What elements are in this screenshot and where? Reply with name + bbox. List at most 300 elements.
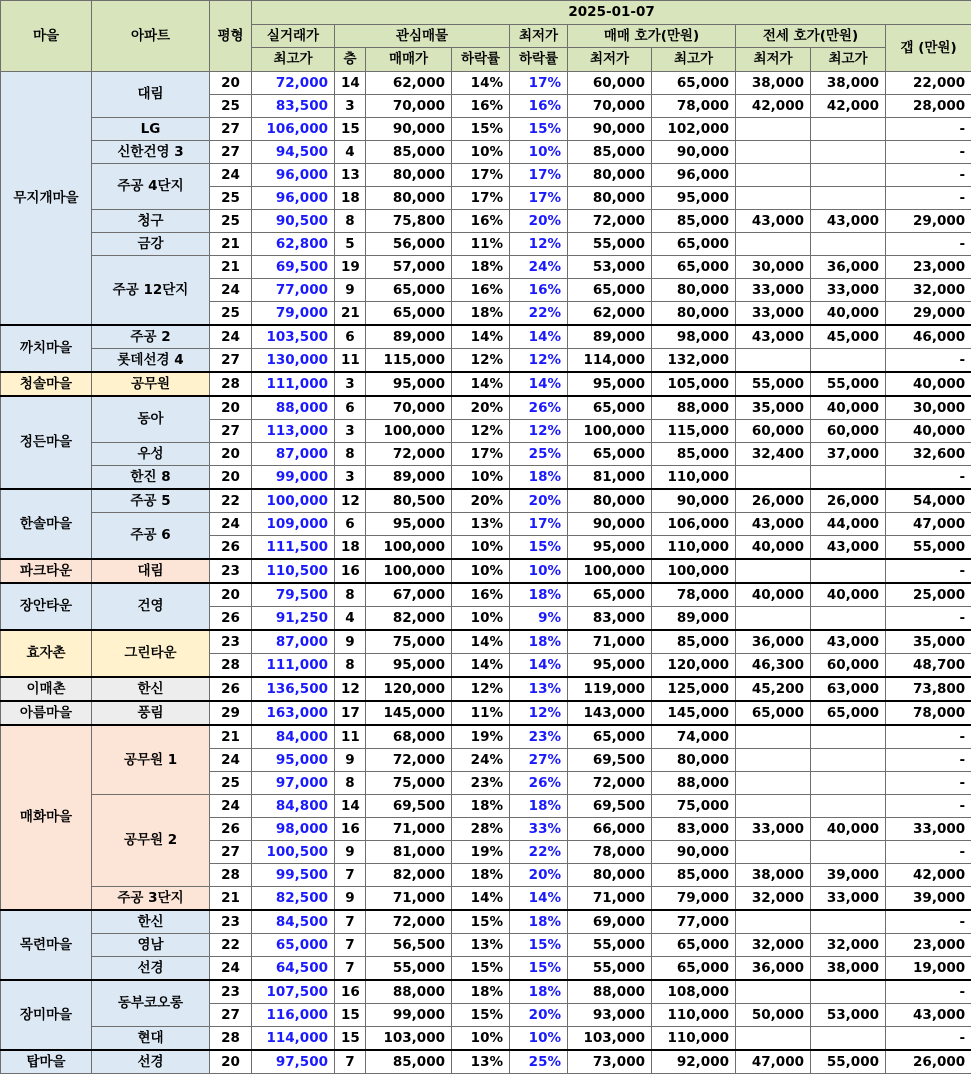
pyeong-cell: 28 [210,1027,252,1051]
gap-cell: 46,000 [886,325,971,349]
apartment-cell: 주공 4단지 [92,164,210,210]
real-trade-max-cell: 96,000 [252,187,335,210]
table-row [1,164,971,187]
pyeong-cell: 22 [210,489,252,513]
village-cell: 정든마을 [1,396,92,489]
header-quote-min: 최저가 [568,48,652,72]
gap-cell: 23,000 [886,256,971,279]
min-drop-rate-cell: 12% [510,349,568,373]
floor-cell: 8 [335,210,366,233]
pyeong-cell: 28 [210,654,252,678]
pyeong-cell: 20 [210,583,252,607]
table-row [1,256,971,279]
sale-quote-min-cell: 65,000 [568,583,652,607]
sale-quote-max-cell: 80,000 [652,749,736,772]
min-drop-rate-cell: 12% [510,233,568,256]
sale-price-cell: 81,000 [366,841,452,864]
pyeong-cell: 25 [210,302,252,326]
sale-price-cell: 62,000 [366,72,452,95]
lease-max-cell [811,466,886,490]
floor-cell: 9 [335,630,366,654]
apartment-cell: 동아 [92,396,210,443]
lease-min-cell [736,980,811,1004]
gap-cell: - [886,466,971,490]
sale-price-cell: 89,000 [366,466,452,490]
pyeong-cell: 28 [210,372,252,396]
pyeong-cell: 20 [210,396,252,420]
sale-quote-max-cell: 98,000 [652,325,736,349]
sale-quote-max-cell: 110,000 [652,1004,736,1027]
floor-cell: 16 [335,818,366,841]
min-drop-rate-cell: 14% [510,654,568,678]
lease-min-cell: 38,000 [736,864,811,887]
header-sale-quote: 매매 호가(만원) [568,25,736,48]
header-lease-quote: 전세 호가(만원) [736,25,886,48]
sale-price-cell: 72,000 [366,443,452,466]
real-trade-max-cell: 69,500 [252,256,335,279]
lease-max-cell: 26,000 [811,489,886,513]
floor-cell: 4 [335,141,366,164]
sale-price-cell: 69,500 [366,795,452,818]
sale-quote-min-cell: 72,000 [568,772,652,795]
min-drop-rate-cell: 24% [510,256,568,279]
drop-rate-cell: 18% [452,980,510,1004]
floor-cell: 18 [335,187,366,210]
pyeong-cell: 27 [210,141,252,164]
drop-rate-cell: 24% [452,749,510,772]
real-trade-max-cell: 106,000 [252,118,335,141]
sale-quote-min-cell: 60,000 [568,72,652,95]
lease-max-cell: 33,000 [811,887,886,911]
sale-quote-min-cell: 65,000 [568,725,652,749]
lease-max-cell: 36,000 [811,256,886,279]
drop-rate-cell: 20% [452,489,510,513]
drop-rate-cell: 17% [452,443,510,466]
table-row [1,980,971,1004]
floor-cell: 3 [335,420,366,443]
gap-cell: 48,700 [886,654,971,678]
lease-max-cell: 55,000 [811,1050,886,1074]
floor-cell: 3 [335,95,366,118]
sale-price-cell: 75,000 [366,772,452,795]
table-row [1,1027,971,1051]
lease-min-cell [736,349,811,373]
real-trade-max-cell: 95,000 [252,749,335,772]
table-row [1,141,971,164]
real-trade-max-cell: 90,500 [252,210,335,233]
lease-max-cell: 43,000 [811,210,886,233]
lease-min-cell [736,141,811,164]
lease-max-cell [811,141,886,164]
drop-rate-cell: 17% [452,164,510,187]
lease-max-cell [811,118,886,141]
lease-min-cell: 30,000 [736,256,811,279]
min-drop-rate-cell: 18% [510,910,568,934]
sale-price-cell: 100,000 [366,536,452,560]
sale-quote-max-cell: 77,000 [652,910,736,934]
village-cell: 청솔마을 [1,372,92,396]
real-trade-max-cell: 130,000 [252,349,335,373]
lease-min-cell: 65,000 [736,701,811,725]
sale-quote-min-cell: 55,000 [568,934,652,957]
lease-min-cell: 33,000 [736,302,811,326]
pyeong-cell: 25 [210,95,252,118]
village-cell: 효자촌 [1,630,92,677]
real-trade-max-cell: 84,000 [252,725,335,749]
floor-cell: 9 [335,841,366,864]
lease-max-cell: 55,000 [811,372,886,396]
pyeong-cell: 26 [210,818,252,841]
apartment-cell: 한진 8 [92,466,210,490]
lease-min-cell: 50,000 [736,1004,811,1027]
sale-quote-max-cell: 65,000 [652,233,736,256]
sale-price-cell: 75,800 [366,210,452,233]
drop-rate-cell: 16% [452,95,510,118]
real-trade-max-cell: 113,000 [252,420,335,443]
sale-quote-max-cell: 102,000 [652,118,736,141]
sale-price-cell: 145,000 [366,701,452,725]
table-row [1,72,971,95]
lease-min-cell [736,233,811,256]
sale-quote-min-cell: 83,000 [568,607,652,631]
lease-max-cell: 37,000 [811,443,886,466]
sale-quote-max-cell: 65,000 [652,934,736,957]
sale-quote-max-cell: 115,000 [652,420,736,443]
sale-quote-min-cell: 80,000 [568,164,652,187]
gap-cell: - [886,233,971,256]
real-trade-max-cell: 84,500 [252,910,335,934]
floor-cell: 11 [335,349,366,373]
header-interest: 관심매물 [335,25,510,48]
real-trade-max-cell: 114,000 [252,1027,335,1051]
drop-rate-cell: 13% [452,513,510,536]
lease-min-cell: 33,000 [736,279,811,302]
sale-quote-min-cell: 73,000 [568,1050,652,1074]
sale-price-cell: 85,000 [366,1050,452,1074]
apartment-cell: 주공 5 [92,489,210,513]
lease-min-cell [736,910,811,934]
real-trade-max-cell: 62,800 [252,233,335,256]
lease-min-cell: 43,000 [736,210,811,233]
real-trade-max-cell: 94,500 [252,141,335,164]
lease-min-cell: 60,000 [736,420,811,443]
sale-quote-min-cell: 90,000 [568,513,652,536]
sale-quote-max-cell: 85,000 [652,210,736,233]
floor-cell: 8 [335,654,366,678]
min-drop-rate-cell: 18% [510,795,568,818]
lease-min-cell: 47,000 [736,1050,811,1074]
sale-price-cell: 88,000 [366,980,452,1004]
header-sale-price: 매매가 [366,48,452,72]
sale-quote-min-cell: 55,000 [568,233,652,256]
real-trade-max-cell: 77,000 [252,279,335,302]
lease-min-cell: 40,000 [736,583,811,607]
sale-quote-max-cell: 90,000 [652,489,736,513]
sale-quote-max-cell: 110,000 [652,1027,736,1051]
sale-price-cell: 57,000 [366,256,452,279]
sale-quote-max-cell: 85,000 [652,630,736,654]
pyeong-cell: 24 [210,325,252,349]
sale-quote-min-cell: 69,500 [568,749,652,772]
pyeong-cell: 21 [210,256,252,279]
gap-cell: 19,000 [886,957,971,981]
lease-max-cell: 38,000 [811,957,886,981]
apartment-cell: 대림 [92,559,210,583]
sale-quote-min-cell: 65,000 [568,396,652,420]
lease-max-cell [811,349,886,373]
drop-rate-cell: 14% [452,325,510,349]
sale-price-cell: 70,000 [366,396,452,420]
drop-rate-cell: 14% [452,887,510,911]
apartment-cell: 금강 [92,233,210,256]
drop-rate-cell: 18% [452,302,510,326]
lease-max-cell: 33,000 [811,279,886,302]
floor-cell: 9 [335,887,366,911]
apartment-cell: 롯데선경 4 [92,349,210,373]
sale-price-cell: 68,000 [366,725,452,749]
pyeong-cell: 24 [210,279,252,302]
lease-max-cell: 45,000 [811,325,886,349]
min-drop-rate-cell: 25% [510,443,568,466]
sale-quote-max-cell: 110,000 [652,536,736,560]
sale-quote-max-cell: 92,000 [652,1050,736,1074]
floor-cell: 6 [335,513,366,536]
sale-price-cell: 65,000 [366,279,452,302]
floor-cell: 21 [335,302,366,326]
drop-rate-cell: 12% [452,349,510,373]
sale-quote-min-cell: 89,000 [568,325,652,349]
lease-min-cell [736,749,811,772]
lease-min-cell: 38,000 [736,72,811,95]
lease-max-cell [811,910,886,934]
lease-max-cell: 39,000 [811,864,886,887]
gap-cell: - [886,980,971,1004]
lease-max-cell: 60,000 [811,420,886,443]
gap-cell: - [886,559,971,583]
pyeong-cell: 26 [210,677,252,701]
sale-quote-max-cell: 90,000 [652,841,736,864]
floor-cell: 8 [335,583,366,607]
gap-cell: 39,000 [886,887,971,911]
lease-max-cell [811,559,886,583]
real-trade-max-cell: 87,000 [252,630,335,654]
sale-quote-max-cell: 78,000 [652,583,736,607]
floor-cell: 13 [335,164,366,187]
table-row [1,210,971,233]
sale-quote-min-cell: 100,000 [568,420,652,443]
gap-cell: 22,000 [886,72,971,95]
min-drop-rate-cell: 18% [510,583,568,607]
gap-cell: 43,000 [886,1004,971,1027]
real-trade-max-cell: 110,500 [252,559,335,583]
min-drop-rate-cell: 33% [510,818,568,841]
pyeong-cell: 24 [210,795,252,818]
lease-min-cell [736,187,811,210]
table-row [1,396,971,420]
gap-cell: - [886,187,971,210]
sale-quote-min-cell: 71,000 [568,887,652,911]
real-trade-max-cell: 109,000 [252,513,335,536]
pyeong-cell: 25 [210,210,252,233]
table-row [1,910,971,934]
pyeong-cell: 27 [210,841,252,864]
pyeong-cell: 20 [210,443,252,466]
lease-min-cell [736,466,811,490]
real-trade-max-cell: 111,000 [252,654,335,678]
lease-max-cell: 65,000 [811,701,886,725]
apartment-cell: 공무원 1 [92,725,210,795]
sale-quote-min-cell: 85,000 [568,141,652,164]
table-row [1,513,971,536]
gap-cell: - [886,141,971,164]
floor-cell: 17 [335,701,366,725]
sale-price-cell: 80,500 [366,489,452,513]
real-trade-max-cell: 96,000 [252,164,335,187]
gap-cell: 40,000 [886,420,971,443]
village-cell: 장미마을 [1,980,92,1050]
lease-min-cell: 46,300 [736,654,811,678]
pyeong-cell: 24 [210,957,252,981]
lease-max-cell [811,749,886,772]
header-apartment: 아파트 [92,1,210,72]
sale-quote-min-cell: 103,000 [568,1027,652,1051]
drop-rate-cell: 13% [452,934,510,957]
village-cell: 까치마을 [1,325,92,372]
apartment-cell: 주공 12단지 [92,256,210,326]
drop-rate-cell: 28% [452,818,510,841]
sale-quote-min-cell: 55,000 [568,957,652,981]
real-trade-max-cell: 79,500 [252,583,335,607]
floor-cell: 18 [335,536,366,560]
lease-max-cell: 43,000 [811,536,886,560]
sale-quote-max-cell: 96,000 [652,164,736,187]
table-row [1,443,971,466]
min-drop-rate-cell: 13% [510,677,568,701]
header-min-price: 최저가 [510,25,568,48]
header-drop-rate: 하락률 [452,48,510,72]
sale-quote-max-cell: 75,000 [652,795,736,818]
floor-cell: 7 [335,864,366,887]
real-trade-max-cell: 65,000 [252,934,335,957]
lease-min-cell: 55,000 [736,372,811,396]
floor-cell: 7 [335,957,366,981]
sale-quote-min-cell: 80,000 [568,864,652,887]
min-drop-rate-cell: 12% [510,701,568,725]
gap-cell: 47,000 [886,513,971,536]
real-trade-max-cell: 83,500 [252,95,335,118]
gap-cell: - [886,607,971,631]
header-real-trade-max: 최고가 [252,48,335,72]
sale-quote-max-cell: 74,000 [652,725,736,749]
drop-rate-cell: 10% [452,559,510,583]
lease-min-cell [736,607,811,631]
sale-price-cell: 100,000 [366,420,452,443]
floor-cell: 7 [335,1050,366,1074]
sale-quote-min-cell: 114,000 [568,349,652,373]
lease-min-cell [736,725,811,749]
apartment-cell: 한신 [92,910,210,934]
min-drop-rate-cell: 9% [510,607,568,631]
floor-cell: 9 [335,749,366,772]
floor-cell: 9 [335,279,366,302]
real-trade-max-cell: 100,000 [252,489,335,513]
min-drop-rate-cell: 10% [510,141,568,164]
lease-max-cell [811,233,886,256]
pyeong-cell: 27 [210,349,252,373]
sale-quote-min-cell: 53,000 [568,256,652,279]
table-row [1,957,971,981]
sale-quote-max-cell: 65,000 [652,256,736,279]
real-trade-max-cell: 88,000 [252,396,335,420]
sale-quote-max-cell: 88,000 [652,396,736,420]
pyeong-cell: 20 [210,72,252,95]
floor-cell: 6 [335,325,366,349]
pyeong-cell: 28 [210,864,252,887]
sale-quote-min-cell: 62,000 [568,302,652,326]
apartment-cell: 건영 [92,583,210,630]
apartment-cell: 그린타운 [92,630,210,677]
gap-cell: 28,000 [886,95,971,118]
real-trade-max-cell: 97,000 [252,772,335,795]
pyeong-cell: 21 [210,233,252,256]
lease-min-cell [736,164,811,187]
floor-cell: 8 [335,443,366,466]
pyeong-cell: 27 [210,118,252,141]
lease-max-cell [811,980,886,1004]
header-quote-max: 최고가 [652,48,736,72]
header-lease-max: 최고가 [811,48,886,72]
sale-price-cell: 95,000 [366,513,452,536]
table-header [1,1,971,72]
sale-quote-max-cell: 145,000 [652,701,736,725]
sale-quote-min-cell: 81,000 [568,466,652,490]
drop-rate-cell: 20% [452,396,510,420]
drop-rate-cell: 16% [452,583,510,607]
sale-price-cell: 82,000 [366,864,452,887]
header-village: 마을 [1,1,92,72]
floor-cell: 15 [335,1004,366,1027]
gap-cell: - [886,1027,971,1051]
real-trade-max-cell: 64,500 [252,957,335,981]
real-trade-max-cell: 82,500 [252,887,335,911]
sale-quote-min-cell: 80,000 [568,187,652,210]
gap-cell: - [886,725,971,749]
min-drop-rate-cell: 15% [510,957,568,981]
header-date: 2025-01-07 [252,1,971,25]
gap-cell: 35,000 [886,630,971,654]
lease-max-cell: 40,000 [811,583,886,607]
gap-cell: - [886,841,971,864]
lease-min-cell: 36,000 [736,630,811,654]
sale-quote-max-cell: 65,000 [652,72,736,95]
min-drop-rate-cell: 14% [510,887,568,911]
pyeong-cell: 23 [210,559,252,583]
pyeong-cell: 27 [210,1004,252,1027]
sale-quote-max-cell: 89,000 [652,607,736,631]
floor-cell: 16 [335,980,366,1004]
sale-price-cell: 103,000 [366,1027,452,1051]
sale-quote-min-cell: 90,000 [568,118,652,141]
gap-cell: 29,000 [886,302,971,326]
sale-quote-max-cell: 85,000 [652,864,736,887]
gap-cell: 25,000 [886,583,971,607]
min-drop-rate-cell: 17% [510,164,568,187]
drop-rate-cell: 19% [452,725,510,749]
lease-min-cell: 43,000 [736,325,811,349]
sale-price-cell: 90,000 [366,118,452,141]
table-row [1,233,971,256]
real-trade-max-cell: 103,500 [252,325,335,349]
